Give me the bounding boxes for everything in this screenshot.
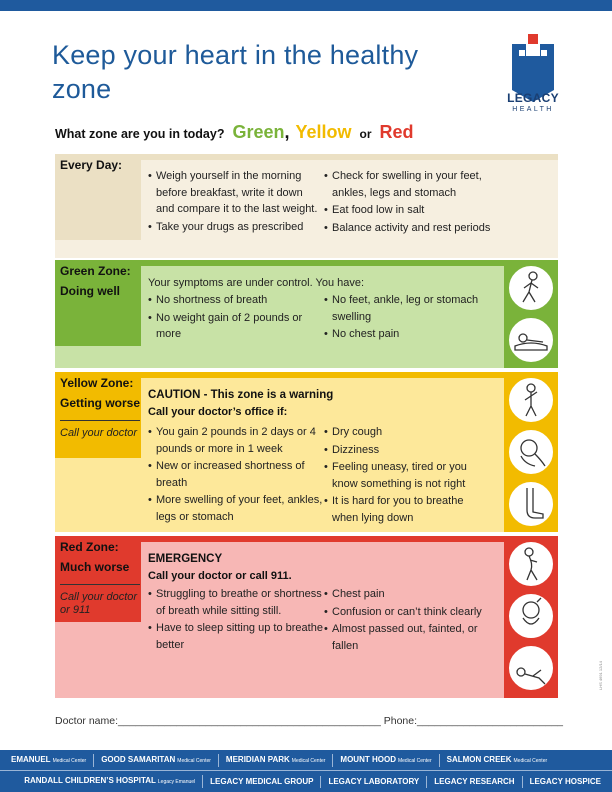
list-item: • It is hard for you to breathe when lying down [324, 493, 492, 526]
list-item: • No feet, ankle, leg or stomach swelling [324, 292, 492, 325]
list-item: • Dizziness [324, 442, 492, 459]
question-text: What zone are you in today? [55, 127, 225, 141]
list-item: • Almost passed out, fainted, or fallen [324, 621, 492, 654]
confused-person-icon [509, 594, 553, 638]
everyday-content [148, 168, 492, 237]
everyday-right-list [324, 168, 492, 237]
footer-locations-bar [0, 750, 612, 792]
green-content [148, 275, 492, 344]
everyday-zone [55, 154, 558, 258]
question-red: Red [379, 122, 414, 142]
yellow-left-list [148, 424, 324, 527]
yellow-title: Yellow Zone: [60, 376, 134, 390]
question-or: or [359, 127, 372, 141]
red-right-list [324, 586, 492, 655]
green-bottom-panel [55, 346, 504, 368]
list-item: • Struggling to breathe or shortness of breath while sitting still. [148, 586, 324, 619]
list-item: • Have to sleep sitting up to breathe better [148, 620, 324, 653]
page-title: Keep your heart in the healthy zone [52, 40, 419, 104]
red-zone [55, 536, 558, 698]
list-item: • No shortness of breath [148, 292, 324, 309]
red-content [148, 551, 492, 655]
everyday-title: Every Day: [60, 158, 123, 172]
yellow-subtitle: Getting worse [60, 396, 141, 410]
list-item: • New or increased shortness of breath [148, 458, 324, 491]
yellow-heading: CAUTION - This zone is a warning [148, 389, 334, 401]
yellow-note: Call your doctor [60, 420, 140, 440]
list-item: • Weigh yourself in the morning before breakfast, write it down and compare it to the last weight. [148, 168, 324, 218]
footer-link[interactable]: RANDALL CHILDREN’S HOSPITAL Legacy Emanuel [17, 775, 203, 788]
list-item: • No weight gain of 2 pounds or more [148, 310, 324, 343]
footer-link[interactable]: SALMON CREEK Medical Center [446, 755, 548, 764]
fallen-person-icon [509, 646, 553, 690]
green-right-list [324, 292, 492, 344]
top-brand-bar [0, 0, 612, 11]
list-item: • Feeling uneasy, tired or you know something is not right [324, 459, 492, 492]
list-item: • Chest pain [324, 586, 492, 603]
footer-link[interactable]: EMANUEL Medical Center [4, 754, 94, 767]
logo-name: LEGACY [507, 91, 559, 105]
list-item: • Take your drugs as prescribed [148, 219, 324, 236]
coughing-person-icon [509, 378, 553, 422]
yellow-zone [55, 372, 558, 532]
list-item: • Dry cough [324, 424, 492, 441]
chest-pain-person-icon [509, 542, 553, 586]
red-heading: EMERGENCY [148, 553, 223, 565]
yellow-label-box [55, 372, 141, 458]
green-zone [55, 260, 558, 368]
question-comma: , [284, 122, 290, 142]
list-item: • Confusion or can’t think clearly [324, 604, 492, 621]
red-label-box [55, 536, 141, 622]
green-label-box [55, 260, 141, 346]
list-item: • Eat food low in salt [324, 202, 492, 219]
green-subtitle: Doing well [60, 284, 120, 298]
resting-person-icon [509, 318, 553, 362]
yellow-subheading: Call your doctor’s office if: [148, 406, 288, 418]
walking-person-icon [509, 266, 553, 310]
footer-row-2 [0, 771, 612, 792]
red-left-list [148, 586, 324, 655]
list-item: • More swelling of your feet, ankles, legs or stomach [148, 492, 324, 525]
footer-link[interactable]: LEGACY HOSPICE [529, 776, 601, 786]
question-yellow: Yellow [295, 122, 352, 142]
footer-link[interactable]: MERIDIAN PARK Medical Center [219, 754, 334, 767]
form-code: LHS 4691 12/14 [598, 661, 603, 690]
red-note: Call your doctor or 911 [60, 584, 140, 617]
list-item: • Balance activity and rest periods [324, 220, 492, 237]
red-subheading: Call your doctor or call 911. [148, 570, 292, 582]
list-item: • No chest pain [324, 326, 492, 343]
red-title: Red Zone: [60, 540, 119, 554]
yellow-right-list [324, 424, 492, 527]
red-subtitle: Much worse [60, 560, 130, 574]
yellow-content [148, 387, 492, 527]
logo-subtitle: HEALTH [512, 106, 554, 113]
question-green: Green [232, 122, 285, 142]
list-item: • Check for swelling in your feet, ankles, legs and stomach [324, 168, 492, 201]
footer-link[interactable]: MOUNT HOOD Medical Center [333, 754, 439, 767]
dizzy-person-icon [509, 430, 553, 474]
green-title: Green Zone: [60, 264, 131, 278]
swollen-leg-icon [509, 482, 553, 526]
everyday-label-box [55, 154, 141, 240]
zone-question [55, 122, 414, 146]
footer-link[interactable]: GOOD SAMARITAN Medical Center [94, 754, 219, 767]
footer-link[interactable]: LEGACY RESEARCH [427, 776, 522, 788]
green-lead: Your symptoms are under control. You have: [148, 277, 365, 289]
list-item: • You gain 2 pounds in 2 days or 4 pounds or more in 1 week [148, 424, 324, 457]
footer-link[interactable]: LEGACY MEDICAL GROUP [203, 776, 321, 788]
footer-link[interactable]: LEGACY LABORATORY [321, 776, 427, 788]
footer-row-1 [0, 750, 612, 771]
doctor-phone-line: Doctor name:_____________________________________________ Phone:_________________________ [55, 715, 563, 727]
everyday-left-list [148, 168, 324, 237]
green-left-list [148, 292, 324, 344]
